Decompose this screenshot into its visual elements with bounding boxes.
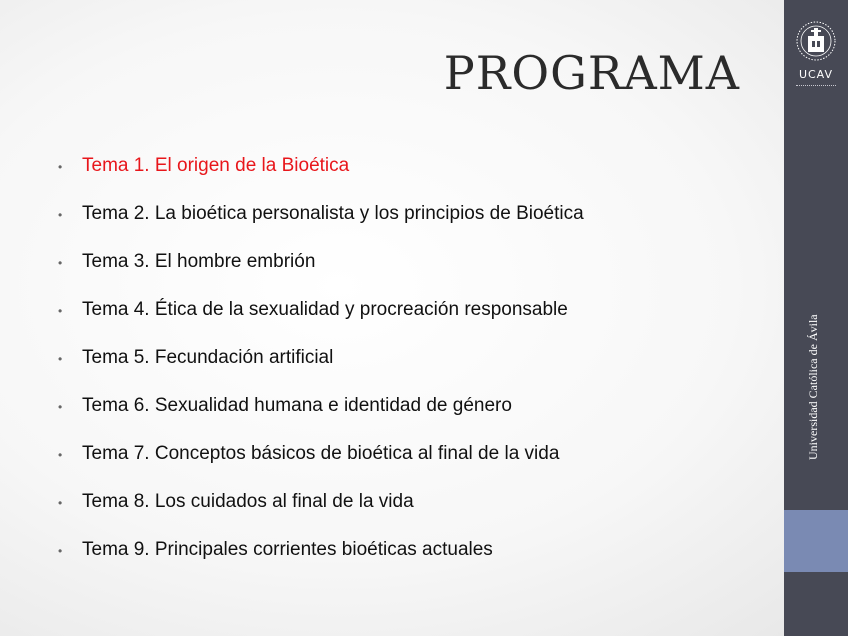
topic-label: Tema 6. Sexualidad humana e identidad de género bbox=[82, 395, 512, 416]
topic-label: Tema 5. Fecundación artificial bbox=[82, 347, 334, 368]
topic-label: Tema 3. El hombre embrión bbox=[82, 251, 316, 272]
topic-item-6 bbox=[58, 395, 584, 443]
logo-text: UCAV bbox=[798, 68, 834, 81]
topic-label: Tema 8. Los cuidados al final de la vida bbox=[82, 491, 414, 512]
bullet-icon: • bbox=[58, 496, 63, 510]
topic-item-2 bbox=[58, 203, 584, 251]
topic-label: Tema 7. Conceptos básicos de bioética al final de la vida bbox=[82, 443, 560, 464]
topic-label: Tema 2. La bioética personalista y los principios de Bioética bbox=[82, 203, 584, 224]
sidebar-accent-block bbox=[784, 510, 848, 572]
bullet-icon: • bbox=[58, 544, 63, 558]
ucav-logo-icon bbox=[794, 14, 838, 94]
bullet-icon: • bbox=[58, 208, 63, 222]
topic-item-4 bbox=[58, 299, 584, 347]
topic-item-7 bbox=[58, 443, 584, 491]
sidebar bbox=[784, 0, 848, 636]
logo-underline bbox=[796, 85, 836, 88]
bullet-icon: • bbox=[58, 448, 63, 462]
topic-item-3 bbox=[58, 251, 584, 299]
bullet-icon: • bbox=[58, 160, 63, 174]
bullet-icon: • bbox=[58, 352, 63, 366]
topic-label: Tema 1. El origen de la Bioética bbox=[82, 155, 350, 176]
slide-title: PROGRAMA bbox=[443, 46, 740, 100]
bullet-icon: • bbox=[58, 256, 63, 270]
topic-list bbox=[58, 155, 584, 587]
topic-label: Tema 4. Ética de la sexualidad y procreación responsable bbox=[82, 299, 568, 320]
topic-item-5 bbox=[58, 347, 584, 395]
topic-item-8 bbox=[58, 491, 584, 539]
university-name: Universidad Católica de Ávila bbox=[806, 314, 820, 460]
bullet-icon: • bbox=[58, 400, 63, 414]
topic-item-9 bbox=[58, 539, 584, 587]
topic-item-1 bbox=[58, 155, 584, 203]
topic-label: Tema 9. Principales corrientes bioéticas actuales bbox=[82, 539, 493, 560]
bullet-icon: • bbox=[58, 304, 63, 318]
